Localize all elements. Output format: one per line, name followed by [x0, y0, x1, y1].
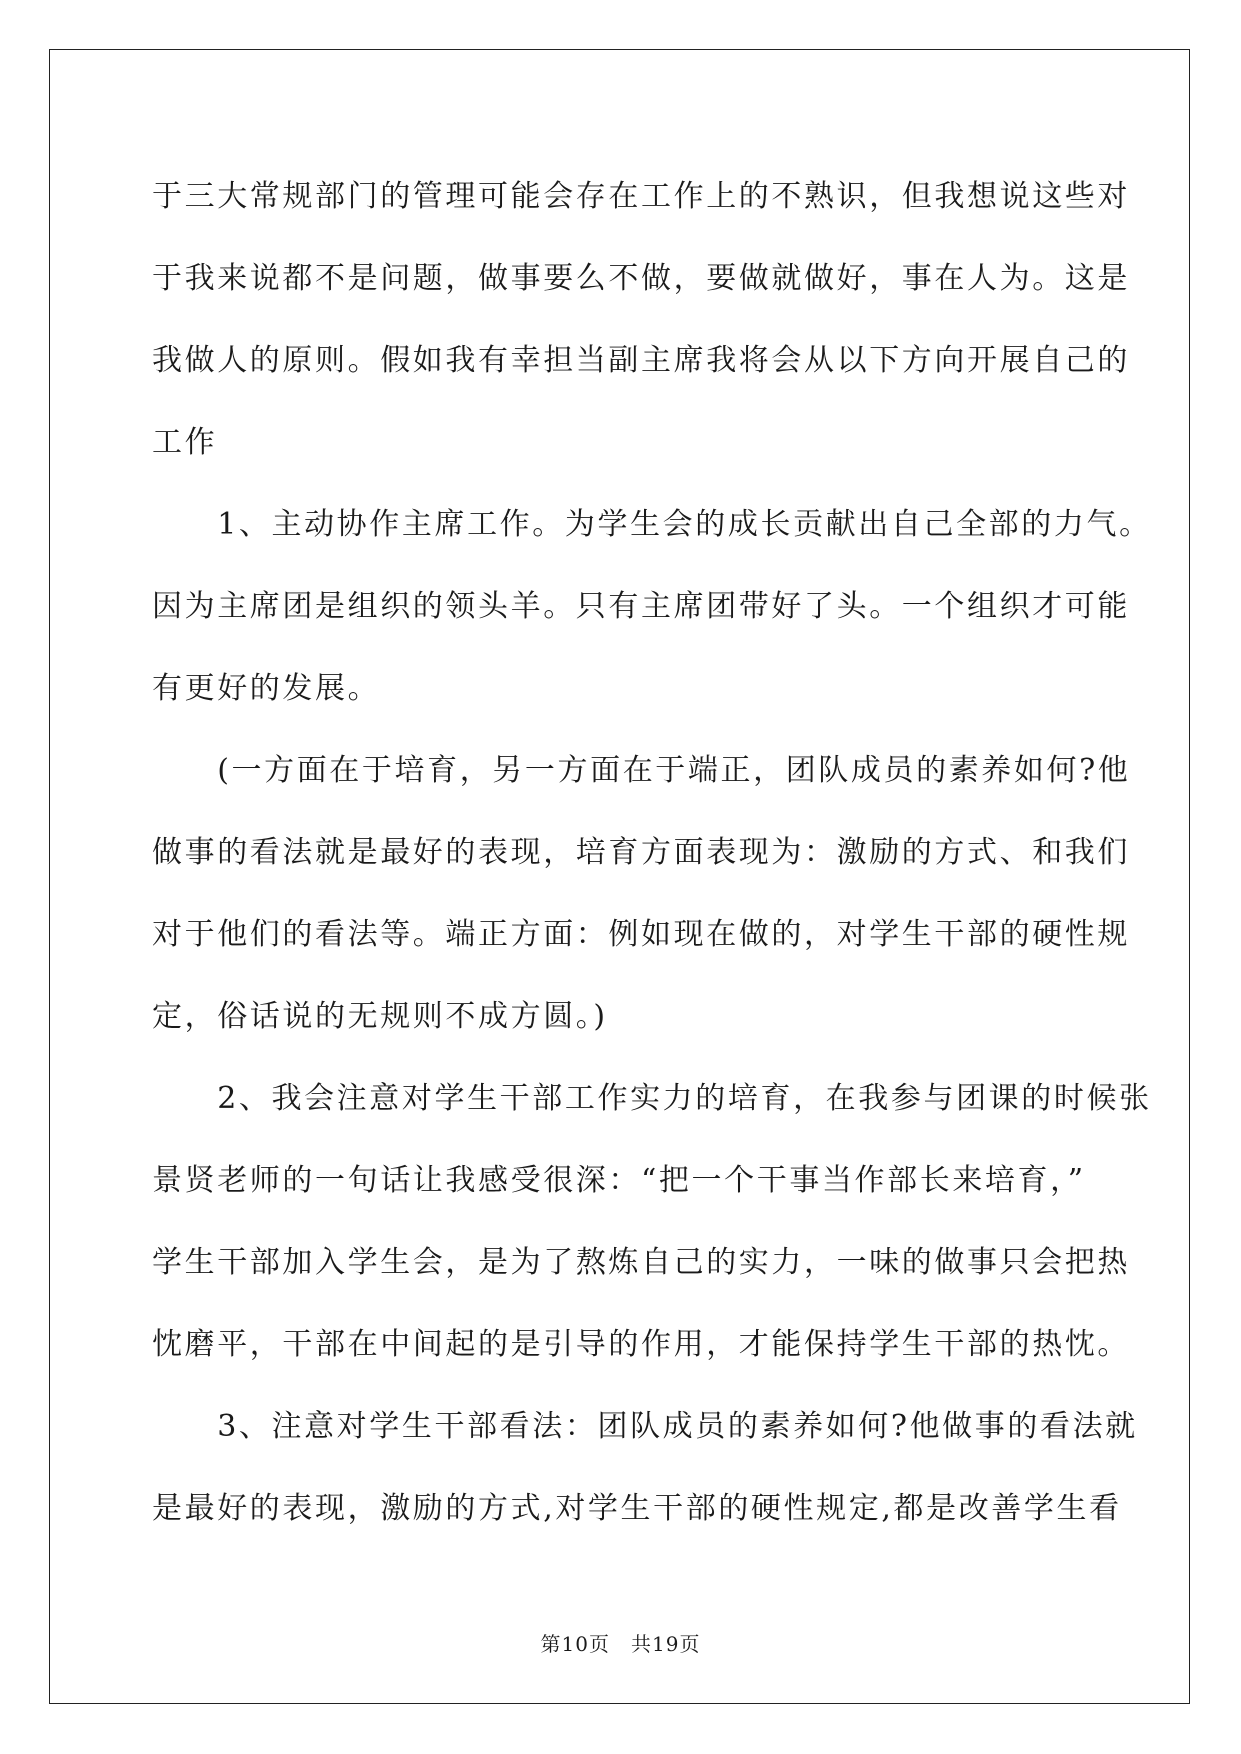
- text-line: 于我来说都不是问题，做事要么不做，要做就做好，事在人为。这是: [152, 261, 1130, 296]
- text-line: 是最好的表现，激励的方式,对学生干部的硬性规定,都是改善学生看: [152, 1491, 1122, 1526]
- text-line: 有更好的发展。: [152, 671, 381, 706]
- text-line: 对于他们的看法等。端正方面：例如现在做的，对学生干部的硬性规: [152, 917, 1130, 952]
- text-line: 做事的看法就是最好的表现，培育方面表现为：激励的方式、和我们: [152, 835, 1130, 870]
- text-line: 3、注意对学生干部看法：团队成员的素养如何?他做事的看法就: [152, 1409, 1138, 1444]
- text-line: 我做人的原则。假如我有幸担当副主席我将会从以下方向开展自己的: [152, 343, 1130, 378]
- text-line: 景贤老师的一句话让我感受很深：“把一个干事当作部长来培育，”: [152, 1163, 1086, 1198]
- text-line: 工作: [152, 425, 218, 460]
- text-line: 1、主动协作主席工作。为学生会的成长贡献出自己全部的力气。: [152, 507, 1152, 542]
- text-line: (一方面在于培育，另一方面在于端正，团队成员的素养如何?他: [152, 753, 1131, 788]
- text-line: 定，俗话说的无规则不成方圆。): [152, 999, 608, 1034]
- text-line: 于三大常规部门的管理可能会存在工作上的不熟识，但我想说这些对: [152, 179, 1130, 214]
- text-line: 忱磨平，干部在中间起的是引导的作用，才能保持学生干部的热忱。: [152, 1327, 1130, 1362]
- text-line: 因为主席团是组织的领头羊。只有主席团带好了头。一个组织才可能: [152, 589, 1130, 624]
- page-number-footer: 第10页 共19页: [540, 1632, 701, 1656]
- document-body: [152, 156, 1152, 1550]
- text-line: 2、我会注意对学生干部工作实力的培育，在我参与团课的时候张: [152, 1081, 1152, 1116]
- text-line: 学生干部加入学生会，是为了熬炼自己的实力，一味的做事只会把热: [152, 1245, 1130, 1280]
